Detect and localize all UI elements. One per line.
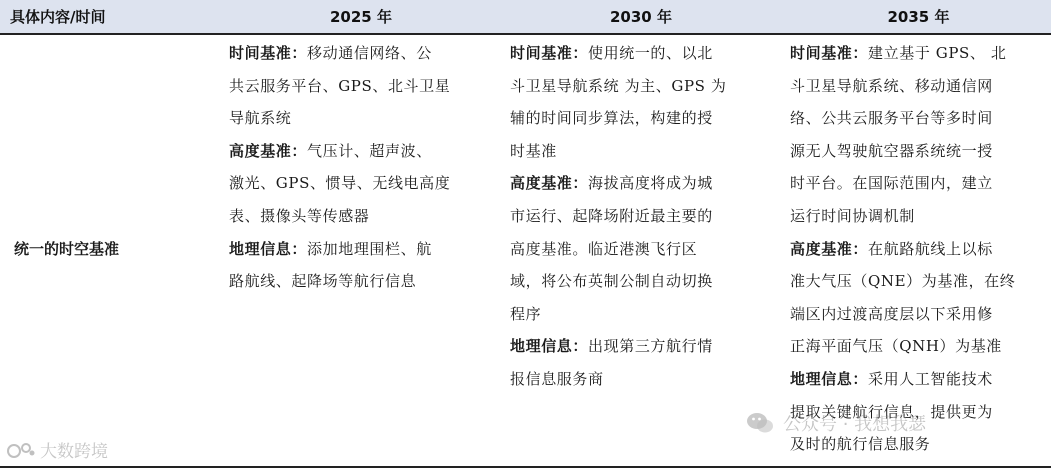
item-text: 准大气压（QNE）为基准，在终 [790, 272, 1016, 291]
table-header [0, 0, 1051, 35]
cell-line [510, 102, 772, 135]
cell-2035 [790, 37, 1051, 461]
cell-2030 [510, 37, 772, 396]
item-text: 市运行、起降场附近最主要的 [510, 206, 713, 225]
item-text: 共云服务平台、GPS、北斗卫星 [229, 76, 451, 95]
item-text: 海拔高度将成为城 [588, 174, 713, 193]
watermark-right-text: 公众号 · 我想我瑟 [783, 414, 927, 435]
cell-line [510, 200, 772, 233]
cell-line [229, 233, 491, 266]
cell-line [510, 330, 772, 363]
cell-line [790, 167, 1051, 200]
cell-line [229, 200, 491, 233]
cell-line [790, 70, 1051, 103]
brand-logo-icon [6, 439, 36, 461]
cell-line [229, 135, 491, 168]
cell-line [229, 37, 491, 70]
item-text: 提取关键航行信息，提供更为 [790, 402, 993, 421]
cell-line [790, 330, 1051, 363]
table-bottom-rule [0, 466, 1051, 468]
cell-line [229, 70, 491, 103]
cell-line [510, 167, 772, 200]
cell-line [510, 135, 772, 168]
item-text: 正海平面气压（QNH）为基准 [790, 337, 1002, 356]
cell-line [510, 37, 772, 70]
item-text: 报信息服务商 [510, 369, 604, 388]
item-text: 时基准 [510, 141, 557, 160]
item-text: 程序 [510, 304, 542, 323]
item-key: 高度基准： [510, 174, 589, 193]
watermark-left-text: 大数跨境 [40, 442, 108, 462]
item-text: 移动通信网络、公 [307, 44, 432, 62]
item-text: 斗卫星导航系统 为主、GPS 为 [510, 76, 727, 95]
item-key: 时间基准： [510, 44, 589, 62]
item-text: 络、公共云服务平台等多时间 [790, 109, 993, 128]
item-text: 表、摄像头等传感器 [229, 206, 370, 225]
wechat-icon [745, 410, 775, 436]
cell-line [229, 265, 491, 298]
cell-line [229, 167, 491, 200]
item-text: 运行时间协调机制 [790, 206, 915, 225]
header-2035: 2035 年 [887, 8, 950, 26]
cell-line [790, 200, 1051, 233]
item-text: 及时的航行信息服务 [790, 435, 931, 454]
item-text: 源无人驾驶航空器系统统一授 [790, 141, 993, 160]
item-text: 出现第三方航行情 [588, 337, 713, 356]
cell-line [229, 102, 491, 135]
item-text: 域，将公布英制公制自动切换 [510, 272, 713, 291]
cell-line [510, 265, 772, 298]
cell-line [510, 363, 772, 396]
header-2030: 2030 年 [610, 8, 672, 26]
watermark-left [6, 437, 108, 462]
item-key: 地理信息： [229, 239, 308, 258]
item-text: 路航线、起降场等航行信息 [229, 272, 417, 291]
item-text: 时平台。在国际范围内，建立 [790, 174, 993, 193]
item-text: 端区内过渡高度层以下采用修 [790, 304, 993, 323]
item-key: 地理信息： [510, 337, 589, 356]
cell-line [790, 135, 1051, 168]
cell-line [790, 102, 1051, 135]
cell-line [790, 363, 1051, 396]
item-text: 采用人工智能技术 [868, 369, 993, 388]
cell-line [510, 233, 772, 266]
item-key: 高度基准： [790, 239, 869, 258]
cell-line [510, 70, 772, 103]
item-key: 高度基准： [229, 141, 308, 160]
header-content-time: 具体内容/时间 [10, 8, 106, 26]
item-text: 高度基准。临近港澳飞行区 [510, 239, 698, 258]
cell-line [790, 37, 1051, 70]
cell-line [790, 298, 1051, 331]
row-label: 统一的时空基准 [14, 240, 120, 258]
watermark-right [745, 410, 926, 436]
cell-line [790, 265, 1051, 298]
item-text: 导航系统 [229, 109, 292, 128]
item-key: 时间基准： [229, 44, 308, 62]
header-2025: 2025 年 [330, 8, 392, 26]
item-text: 建立基于 GPS、 北 [868, 44, 1007, 62]
item-text: 斗卫星导航系统、移动通信网 [790, 76, 993, 95]
item-text: 辅的时间同步算法，构建的授 [510, 109, 713, 128]
cell-line [510, 298, 772, 331]
cell-2025 [229, 37, 491, 298]
item-text: 使用统一的、以北 [588, 44, 713, 62]
item-text: 在航路航线上以标 [868, 239, 993, 258]
item-text: 激光、GPS、惯导、无线电高度 [229, 174, 451, 193]
item-key: 时间基准： [790, 44, 869, 62]
item-text: 添加地理围栏、航 [307, 239, 432, 258]
cell-line [790, 233, 1051, 266]
item-text: 气压计、超声波、 [307, 141, 432, 160]
item-key: 地理信息： [790, 369, 869, 388]
